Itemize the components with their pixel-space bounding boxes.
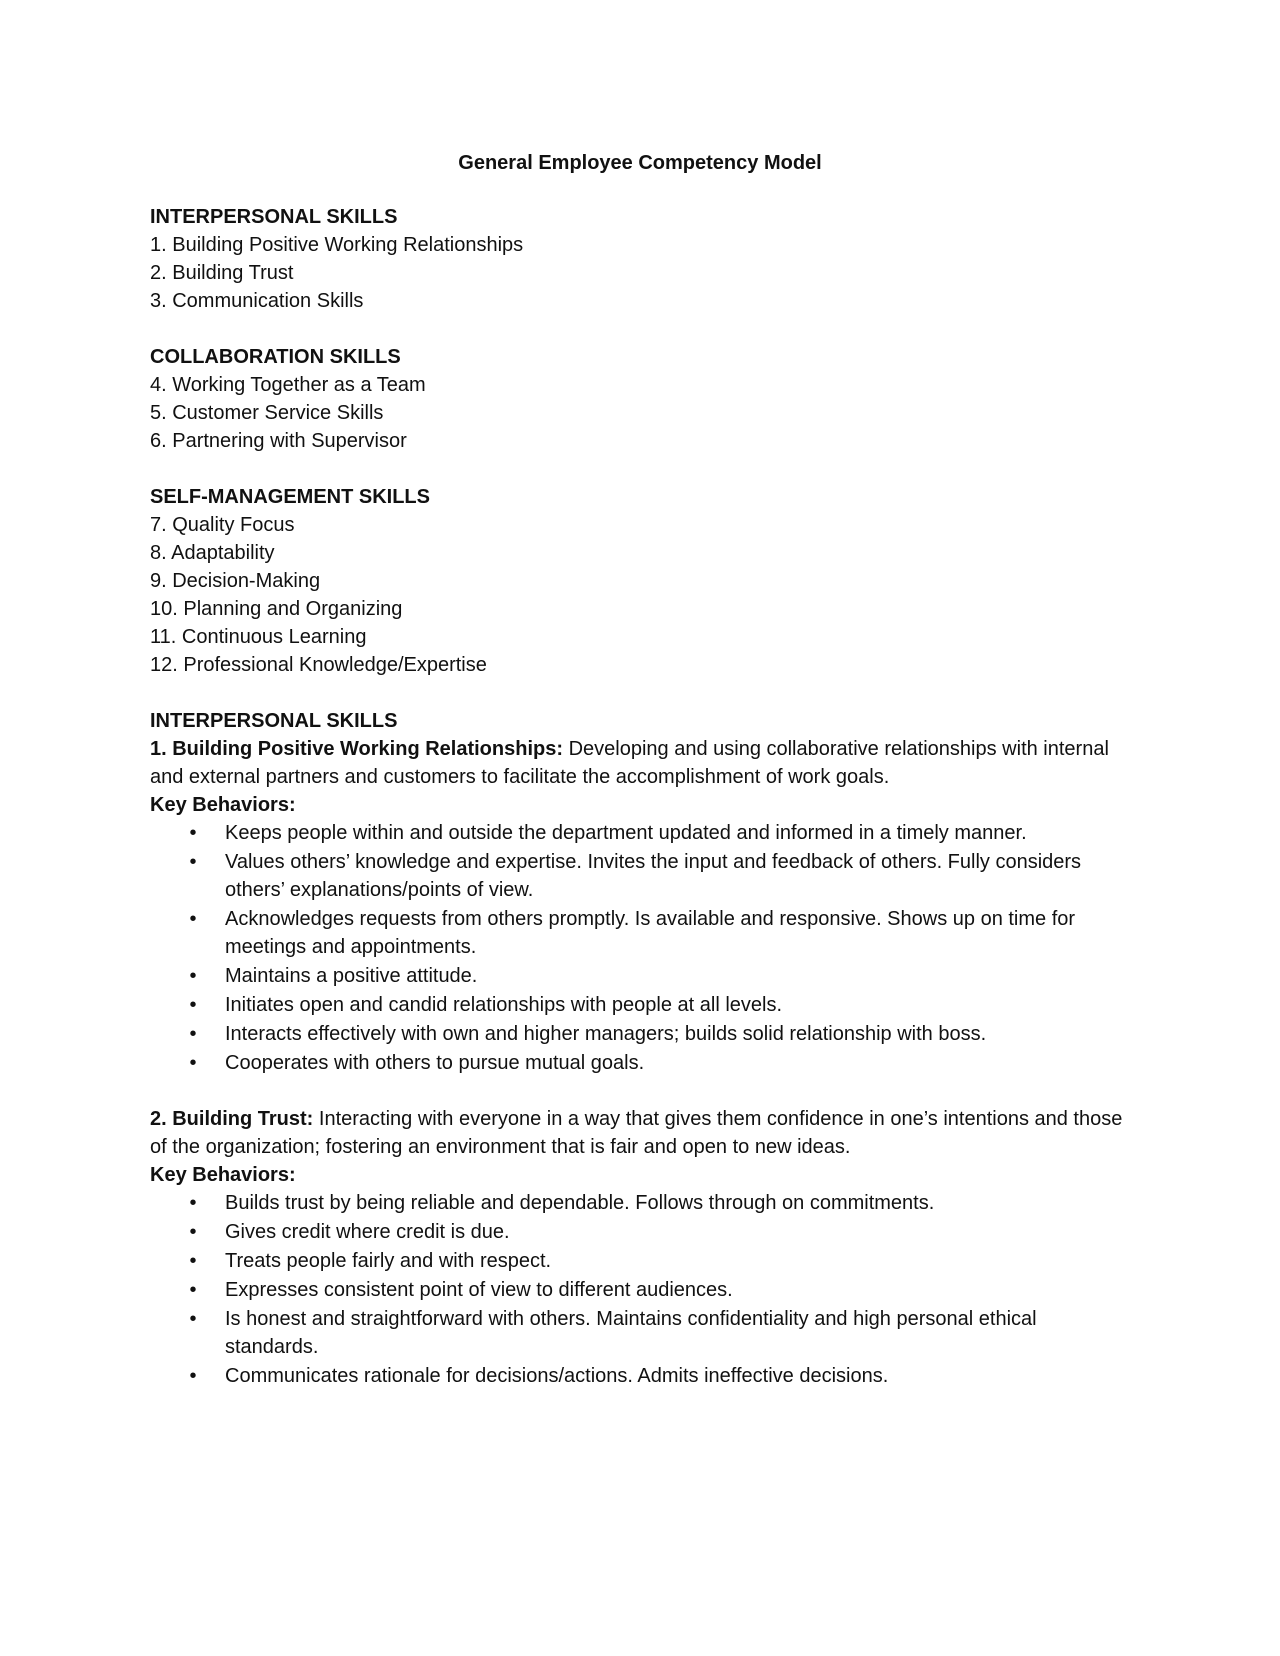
key-behaviors-label: Key Behaviors: xyxy=(150,794,296,816)
bullet-icon: • xyxy=(189,1250,197,1272)
bullet-icon: • xyxy=(189,1308,197,1330)
summary-item: 5. Customer Service Skills xyxy=(150,402,384,424)
behavior-text: Expresses consistent point of view to different audiences. xyxy=(225,1279,733,1301)
summary-item: 9. Decision-Making xyxy=(150,570,321,592)
behavior-text: Is honest and straightforward with others. Maintains confidentiality and high personal ethical standards. xyxy=(225,1308,1037,1358)
document-title: General Employee Competency Model xyxy=(458,152,822,174)
summary-item: 2. Building Trust xyxy=(150,262,294,284)
detail-section-heading: INTERPERSONAL SKILLS xyxy=(150,710,398,732)
behavior-text: Builds trust by being reliable and dependable. Follows through on commitments. xyxy=(225,1192,935,1214)
bullet-icon: • xyxy=(189,994,197,1016)
behavior-text: Communicates rationale for decisions/actions. Admits ineffective decisions. xyxy=(225,1365,889,1387)
behavior-text: Cooperates with others to pursue mutual goals. xyxy=(225,1052,645,1074)
summary-item: 1. Building Positive Working Relationships xyxy=(150,234,524,256)
bullet-icon: • xyxy=(189,1023,197,1045)
bullet-icon: • xyxy=(189,1279,197,1301)
behavior-item xyxy=(150,1247,1130,1275)
bullet-icon: • xyxy=(189,1052,197,1074)
behavior-item xyxy=(150,991,1130,1019)
behavior-item xyxy=(150,1276,1130,1304)
behavior-list xyxy=(150,1189,1130,1390)
competency-block-trust xyxy=(150,1105,1130,1390)
summary-item: 10. Planning and Organizing xyxy=(150,598,403,620)
competency-definition xyxy=(150,1105,1130,1161)
bullet-icon: • xyxy=(189,965,197,987)
behavior-text: Acknowledges requests from others promptly. Is available and responsive. Shows up on time for meetings and appointments. xyxy=(225,908,1076,958)
competency-label: 1. Building Positive Working Relationships: xyxy=(150,738,564,760)
behavior-item xyxy=(150,1305,1130,1361)
summary-item: 12. Professional Knowledge/Expertise xyxy=(150,654,487,676)
summary-section-interpersonal xyxy=(150,203,1130,315)
competency-definition xyxy=(150,735,1130,791)
summary-item: 4. Working Together as a Team xyxy=(150,374,426,396)
behavior-item xyxy=(150,905,1130,961)
bullet-icon: • xyxy=(189,822,197,844)
behavior-item xyxy=(150,1189,1130,1217)
behavior-item xyxy=(150,1049,1130,1077)
behavior-list xyxy=(150,819,1130,1077)
summary-item: 7. Quality Focus xyxy=(150,514,295,536)
bullet-icon: • xyxy=(189,1192,197,1214)
competency-label: 2. Building Trust: xyxy=(150,1108,314,1130)
section-heading: COLLABORATION SKILLS xyxy=(150,346,401,368)
section-heading: SELF-MANAGEMENT SKILLS xyxy=(150,486,430,508)
bullet-icon: • xyxy=(189,851,197,873)
competency-description: Interacting with everyone in a way that gives them confidence in one’s intentions and those of the organization; fostering an environment that is fair and open to new ideas. xyxy=(150,1108,1123,1158)
key-behaviors-label: Key Behaviors: xyxy=(150,1164,296,1186)
behavior-text: Treats people fairly and with respect. xyxy=(225,1250,552,1272)
behavior-text: Gives credit where credit is due. xyxy=(225,1221,510,1243)
behavior-item xyxy=(150,1362,1130,1390)
behavior-item xyxy=(150,1020,1130,1048)
behavior-text: Maintains a positive attitude. xyxy=(225,965,478,987)
behavior-item xyxy=(150,1218,1130,1246)
summary-item: 6. Partnering with Supervisor xyxy=(150,430,407,452)
summary-item: 8. Adaptability xyxy=(150,542,275,564)
behavior-text: Interacts effectively with own and higher managers; builds solid relationship with boss. xyxy=(225,1023,987,1045)
behavior-item xyxy=(150,962,1130,990)
summary-section-collaboration xyxy=(150,343,1130,455)
bullet-icon: • xyxy=(189,908,197,930)
behavior-text: Initiates open and candid relationships with people at all levels. xyxy=(225,994,783,1016)
behavior-text: Keeps people within and outside the department updated and informed in a timely manner. xyxy=(225,822,1027,844)
behavior-item xyxy=(150,848,1130,904)
section-heading: INTERPERSONAL SKILLS xyxy=(150,206,398,228)
behavior-text: Values others’ knowledge and expertise. Invites the input and feedback of others. Fully considers others’ explanations/points of view. xyxy=(225,851,1082,901)
bullet-icon: • xyxy=(189,1365,197,1387)
behavior-item xyxy=(150,819,1130,847)
summary-section-self-management xyxy=(150,483,1130,679)
competency-description: Developing and using collaborative relationships with internal and external partners and customers to facilitate the accomplishment of work goals. xyxy=(150,738,1109,788)
summary-item: 11. Continuous Learning xyxy=(150,626,367,648)
summary-item: 3. Communication Skills xyxy=(150,290,364,312)
bullet-icon: • xyxy=(189,1221,197,1243)
document-body xyxy=(150,149,1130,1418)
competency-block-relationships xyxy=(150,735,1130,1077)
